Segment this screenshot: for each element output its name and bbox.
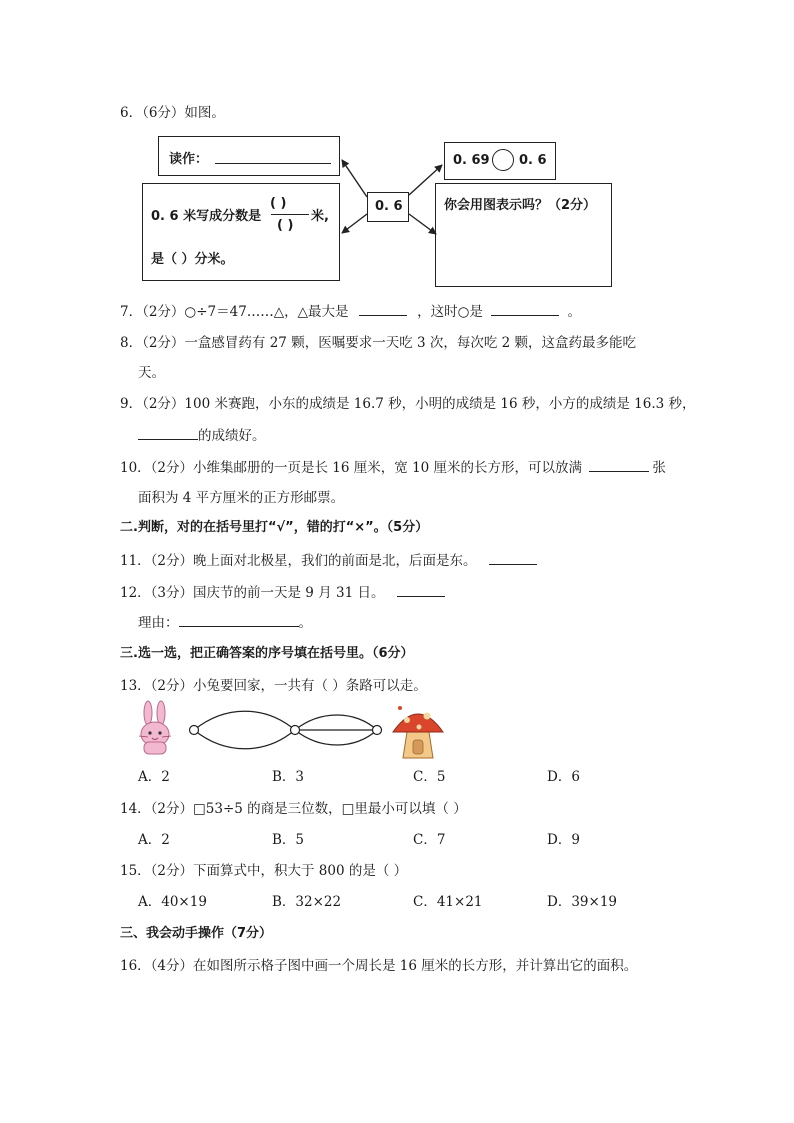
- draw-diagram-label: 你会用图表示吗？（2分）: [444, 198, 597, 213]
- q8-line2: 天。: [138, 365, 165, 381]
- q12-line1: [120, 582, 445, 603]
- q13-picture: [135, 700, 455, 762]
- q7-blank-circle[interactable]: [491, 301, 559, 316]
- q11-text: 11．（2分）晚上面对北极星，我们的前面是北，后面是东。: [120, 553, 477, 569]
- q12-reason-label: 理由：: [138, 615, 179, 631]
- compare-left: 0. 69: [453, 153, 490, 168]
- q12-blank[interactable]: [397, 582, 445, 597]
- q13-stem: 13．（2分）小兔要回家，一共有（ ）条路可以走。: [120, 678, 427, 694]
- q9-line2: [138, 425, 266, 446]
- section4-title: 三、我会动手操作（7分）: [120, 926, 273, 941]
- q6-arrows: [0, 0, 794, 300]
- compare-right: 0. 6: [519, 153, 547, 168]
- q11: [120, 550, 537, 571]
- fraction-text-post: 米,: [311, 209, 329, 224]
- section2-title: 二.判断，对的在括号里打“√”，错的打“×”。（5分）: [120, 520, 429, 535]
- q9-text: 的成绩好。: [198, 428, 266, 444]
- q15-stem: 15．（2分）下面算式中，积大于 800 的是（ ）: [120, 863, 408, 879]
- q12-reason: [138, 612, 312, 633]
- arrow-to-compare-box: [409, 165, 442, 195]
- q7-blank-triangle[interactable]: [359, 301, 407, 316]
- q9-line1: 9．（2分）100 米赛跑，小东的成绩是 16.7 秒，小明的成绩是 16 秒，小方的成绩是 16.3 秒，: [120, 396, 696, 412]
- q10-text-b: 张: [652, 460, 666, 476]
- q14-option-d[interactable]: D．9: [547, 832, 580, 848]
- end-node: [373, 726, 382, 735]
- q6-header: 6．（6分）如图。: [120, 105, 225, 121]
- q13-option-c[interactable]: C．5: [413, 769, 446, 785]
- q10-text-a: 10．（2分）小维集邮册的一页是长 16 厘米，宽 10 厘米的长方形，可以放满: [120, 460, 583, 476]
- q10-line2: 面积为 4 平方厘米的正方形邮票。: [138, 490, 345, 506]
- q13-option-d[interactable]: D．6: [547, 769, 580, 785]
- q16-stem: 16．（4分）在如图所示格子图中画一个周长是 16 厘米的长方形，并计算出它的面积。: [120, 958, 638, 974]
- route-paths: [194, 711, 377, 749]
- section3-title: 三.选一选，把正确答案的序号填在括号里。（6分）: [120, 646, 414, 661]
- q11-blank[interactable]: [489, 550, 537, 565]
- q12-text: 12．（3分）国庆节的前一天是 9 月 31 日。: [120, 585, 385, 601]
- q14-stem: 14．（2分）□53÷5 的商是三位数，□里最小可以填（ ）: [120, 801, 467, 817]
- q14-option-a[interactable]: A．2: [138, 832, 170, 848]
- q15-option-a[interactable]: A．40×19: [138, 894, 207, 910]
- q10-line1: [120, 457, 666, 478]
- q10-blank[interactable]: [589, 457, 649, 472]
- q14-option-c[interactable]: C．7: [413, 832, 446, 848]
- q7: [120, 301, 581, 322]
- start-node: [190, 726, 199, 735]
- read-label: 读作：: [169, 152, 209, 167]
- q7-text-b: ，这时○是: [417, 304, 483, 320]
- q13-option-b[interactable]: B．3: [272, 769, 305, 785]
- arrow-to-fraction-box: [342, 214, 367, 233]
- center-value: 0. 6: [375, 199, 403, 214]
- arrow-to-read-box: [342, 160, 367, 197]
- fraction-text-pre: 0. 6 米写成分数是: [151, 209, 262, 224]
- fraction-numerator: ( ): [270, 196, 287, 211]
- q15-option-b[interactable]: B．32×22: [272, 894, 342, 910]
- arrow-to-diagram-box: [409, 214, 436, 234]
- decimeter-text: 是（ ）分米。: [151, 252, 234, 267]
- q12-reason-blank[interactable]: [179, 612, 299, 627]
- q13-option-a[interactable]: A．2: [138, 769, 170, 785]
- q8-line1: 8．（2分）一盒感冒药有 27 颗，医嘱要求一天吃 3 次，每次吃 2 颗，这盒药最多能吃: [120, 335, 637, 351]
- fraction-denominator[interactable]: ( ): [277, 218, 294, 233]
- mushroom-house-icon: [393, 706, 443, 758]
- q7-text-c: 。: [567, 304, 582, 320]
- q7-text-a: 7．（2分）○÷7＝47……△，△最大是: [120, 304, 349, 320]
- q15-option-d[interactable]: D．39×19: [547, 894, 617, 910]
- q14-option-b[interactable]: B．5: [272, 832, 305, 848]
- q12-reason-end: 。: [298, 615, 312, 631]
- q9-blank[interactable]: [138, 425, 198, 440]
- q15-option-c[interactable]: C．41×21: [413, 894, 483, 910]
- rabbit-icon: [139, 701, 171, 754]
- middle-node: [291, 726, 300, 735]
